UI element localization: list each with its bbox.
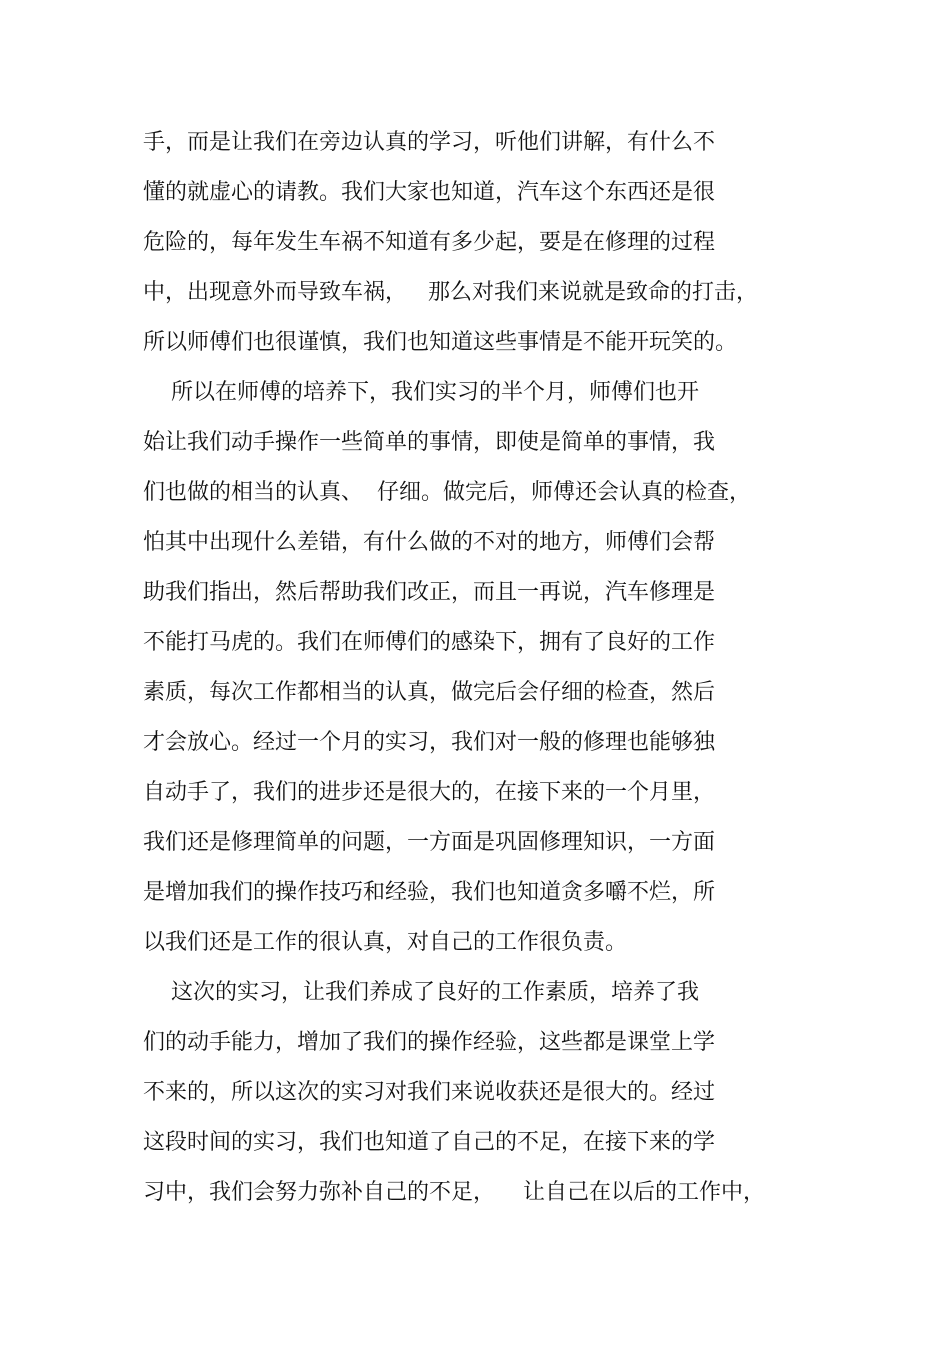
text-line: 习中，我们会努力弥补自己的不足， 让自己在以后的工作中， xyxy=(143,1180,765,1205)
text-line: 所以在师傅的培养下，我们实习的半个月，师傅们也开 xyxy=(143,380,699,405)
text-line: 这段时间的实习，我们也知道了自己的不足，在接下来的学 xyxy=(143,1130,716,1155)
text-line: 才会放心。经过一个月的实习，我们对一般的修理也能够独 xyxy=(143,730,716,755)
text-line: 这次的实习，让我们养成了良好的工作素质，培养了我 xyxy=(143,980,699,1005)
text-line: 危险的，每年发生车祸不知道有多少起，要是在修理的过程 xyxy=(143,230,716,255)
text-line: 们也做的相当的认真、 仔细。做完后，师傅还会认真的检查， xyxy=(143,480,751,505)
body-text xyxy=(143,118,823,1218)
text-line: 素质，每次工作都相当的认真，做完后会仔细的检查，然后 xyxy=(143,680,716,705)
text-line: 助我们指出，然后帮助我们改正，而且一再说，汽车修理是 xyxy=(143,580,716,605)
text-line: 以我们还是工作的很认真，对自己的工作很负责。 xyxy=(143,930,628,955)
text-line: 怕其中出现什么差错，有什么做的不对的地方，师傅们会帮 xyxy=(143,530,716,555)
text-line: 我们还是修理简单的问题，一方面是巩固修理知识，一方面 xyxy=(143,830,716,855)
text-line: 手，而是让我们在旁边认真的学习，听他们讲解，有什么不 xyxy=(143,130,716,155)
text-line: 是增加我们的操作技巧和经验，我们也知道贪多嚼不烂，所 xyxy=(143,880,716,905)
text-line: 中，出现意外而导致车祸， 那么对我们来说就是致命的打击， xyxy=(143,280,758,305)
text-line: 自动手了，我们的进步还是很大的，在接下来的一个月里， xyxy=(143,780,716,805)
text-line: 不来的，所以这次的实习对我们来说收获还是很大的。经过 xyxy=(143,1080,716,1105)
text-line: 懂的就虚心的请教。我们大家也知道，汽车这个东西还是很 xyxy=(143,180,716,205)
text-line: 们的动手能力，增加了我们的操作经验，这些都是课堂上学 xyxy=(143,1030,716,1055)
text-line: 不能打马虎的。我们在师傅们的感染下，拥有了良好的工作 xyxy=(143,630,716,655)
text-line: 始让我们动手操作一些简单的事情，即使是简单的事情，我 xyxy=(143,430,716,455)
text-line: 所以师傅们也很谨慎，我们也知道这些事情是不能开玩笑的。 xyxy=(143,330,738,355)
